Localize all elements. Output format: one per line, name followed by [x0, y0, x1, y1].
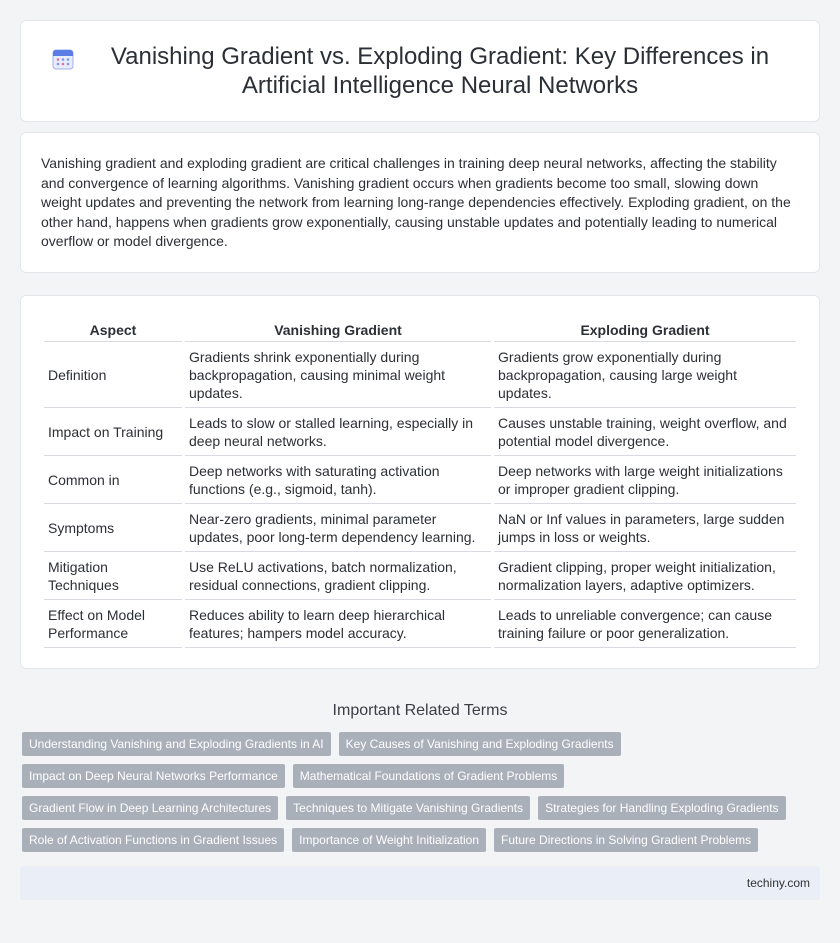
exploding-cell: Leads to unreliable convergence; can cause training failure or poor generalization. [494, 600, 796, 648]
table-row [44, 342, 796, 408]
footer-site-link[interactable]: techiny.com [746, 875, 810, 890]
related-terms-title: Important Related Terms [332, 701, 508, 719]
aspect-cell: Definition [44, 342, 182, 408]
summary-text: Vanishing gradient and exploding gradient are critical challenges in training deep neural networks, affecting the stability and convergence of learning algorithms. Vanishing gradient occurs when gradients become too small, slowing down weight updates and preventing the network from learning long-range dependencies effectively. Exploding gradient, on the other hand, happens when gradients grow exponentially, causing unstable updates and potentially leading to numerical overflow or model divergence. [41, 155, 791, 249]
vanishing-cell: Leads to slow or stalled learning, especially in deep neural networks. [185, 408, 491, 456]
related-term-tag[interactable]: Role of Activation Functions in Gradient Issues [22, 828, 284, 852]
related-term-tag[interactable]: Importance of Weight Initialization [292, 828, 486, 852]
related-term-tag[interactable]: Future Directions in Solving Gradient Problems [494, 828, 758, 852]
page-title: Vanishing Gradient vs. Exploding Gradient: Key Differences in Artificial Intelligence Neural Networks [110, 43, 770, 99]
aspect-cell: Symptoms [44, 504, 182, 552]
vanishing-cell: Reduces ability to learn deep hierarchical features; hampers model accuracy. [185, 600, 491, 648]
vanishing-cell: Gradients shrink exponentially during backpropagation, causing minimal weight updates. [185, 342, 491, 408]
comparison-card [20, 295, 820, 669]
related-term-tag[interactable]: Key Causes of Vanishing and Exploding Gradients [339, 732, 621, 756]
calendar-icon [51, 47, 75, 71]
exploding-cell: Causes unstable training, weight overflow, and potential model divergence. [494, 408, 796, 456]
footer [20, 866, 820, 900]
table-row [44, 456, 796, 504]
header-exploding: Exploding Gradient [494, 318, 796, 342]
table-row [44, 600, 796, 648]
aspect-cell: Common in [44, 456, 182, 504]
table-header-row [44, 318, 796, 342]
related-term-tag[interactable]: Impact on Deep Neural Networks Performance [22, 764, 285, 788]
title-card [20, 20, 820, 122]
related-term-tag[interactable]: Gradient Flow in Deep Learning Architectures [22, 796, 278, 820]
aspect-cell: Mitigation Techniques [44, 552, 182, 600]
related-term-tag[interactable]: Techniques to Mitigate Vanishing Gradients [286, 796, 530, 820]
related-terms-tags [22, 732, 820, 852]
related-term-tag[interactable]: Mathematical Foundations of Gradient Problems [293, 764, 564, 788]
vanishing-cell: Near-zero gradients, minimal parameter updates, poor long-term dependency learning. [185, 504, 491, 552]
exploding-cell: Gradients grow exponentially during backpropagation, causing large weight updates. [494, 342, 796, 408]
exploding-cell: Gradient clipping, proper weight initialization, normalization layers, adaptive optimizers. [494, 552, 796, 600]
table-row [44, 504, 796, 552]
summary-card [20, 132, 820, 273]
related-term-tag[interactable]: Understanding Vanishing and Exploding Gradients in AI [22, 732, 331, 756]
exploding-cell: Deep networks with large weight initializations or improper gradient clipping. [494, 456, 796, 504]
comparison-table [41, 318, 799, 648]
aspect-cell: Effect on Model Performance [44, 600, 182, 648]
vanishing-cell: Use ReLU activations, batch normalization, residual connections, gradient clipping. [185, 552, 491, 600]
aspect-cell: Impact on Training [44, 408, 182, 456]
related-term-tag[interactable]: Strategies for Handling Exploding Gradients [538, 796, 785, 820]
vanishing-cell: Deep networks with saturating activation functions (e.g., sigmoid, tanh). [185, 456, 491, 504]
exploding-cell: NaN or Inf values in parameters, large sudden jumps in loss or weights. [494, 504, 796, 552]
header-vanishing: Vanishing Gradient [185, 318, 491, 342]
table-row [44, 552, 796, 600]
table-row [44, 408, 796, 456]
related-terms-section [0, 702, 840, 852]
header-aspect: Aspect [44, 318, 182, 342]
title-row [51, 42, 789, 100]
